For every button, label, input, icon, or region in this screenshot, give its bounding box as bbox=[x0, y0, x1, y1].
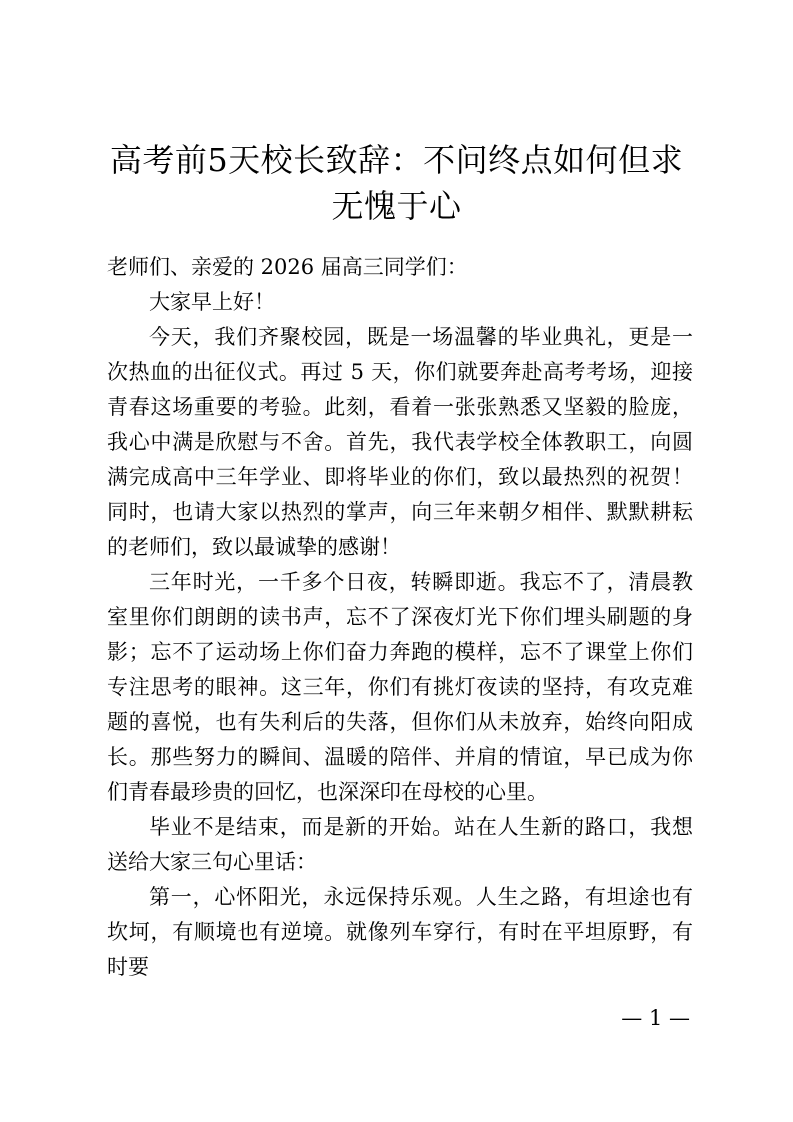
salutation: 老师们、亲爱的 2026 届高三同学们： bbox=[107, 255, 468, 279]
paragraph: 今天，我们齐聚校园，既是一场温馨的毕业典礼，更是一次热血的出征仪式。再过 5 天，你们就要奔赴高考考场，迎接青春这场重要的考验。此刻，看着一张张熟悉又坚毅的脸庞，我心中满是欣慰与不舍。首先，我代表学校全体教职工，向圆满完成高中三年学业、即将毕业的你们，致以最热烈的祝贺！同时，也请大家以热烈的掌声，向三年来朝夕相伴、默默耕耘的老师们，致以最诚挚的感谢！ bbox=[107, 325, 693, 559]
paragraph-greeting: 大家早上好！ bbox=[149, 290, 275, 314]
paragraph: 毕业不是结束，而是新的开始。站在人生新的路口，我想送给大家三句心里话： bbox=[107, 815, 693, 874]
document-title: 高考前5天校长致辞：不问终点如何但求无愧于心 bbox=[109, 141, 684, 225]
paragraph: 第一，心怀阳光，永远保持乐观。人生之路，有坦途也有坎坷，有顺境也有逆境。就像列车穿行，有时在平坦原野，有时要 bbox=[107, 885, 693, 979]
page-number: — 1 — bbox=[621, 1006, 690, 1030]
document-body bbox=[107, 250, 693, 985]
paragraph: 三年时光，一千多个日夜，转瞬即逝。我忘不了，清晨教室里你们朗朗的读书声，忘不了深夜灯光下你们埋头刷题的身影；忘不了运动场上你们奋力奔跑的模样，忘不了课堂上你们专注思考的眼神。这三年，你们有挑灯夜读的坚持，有攻克难题的喜悦，也有失利后的失落，但你们从未放弃，始终向阳成长。那些努力的瞬间、温暖的陪伴、并肩的情谊，早已成为你们青春最珍贵的回忆，也深深印在母校的心里。 bbox=[107, 570, 693, 804]
